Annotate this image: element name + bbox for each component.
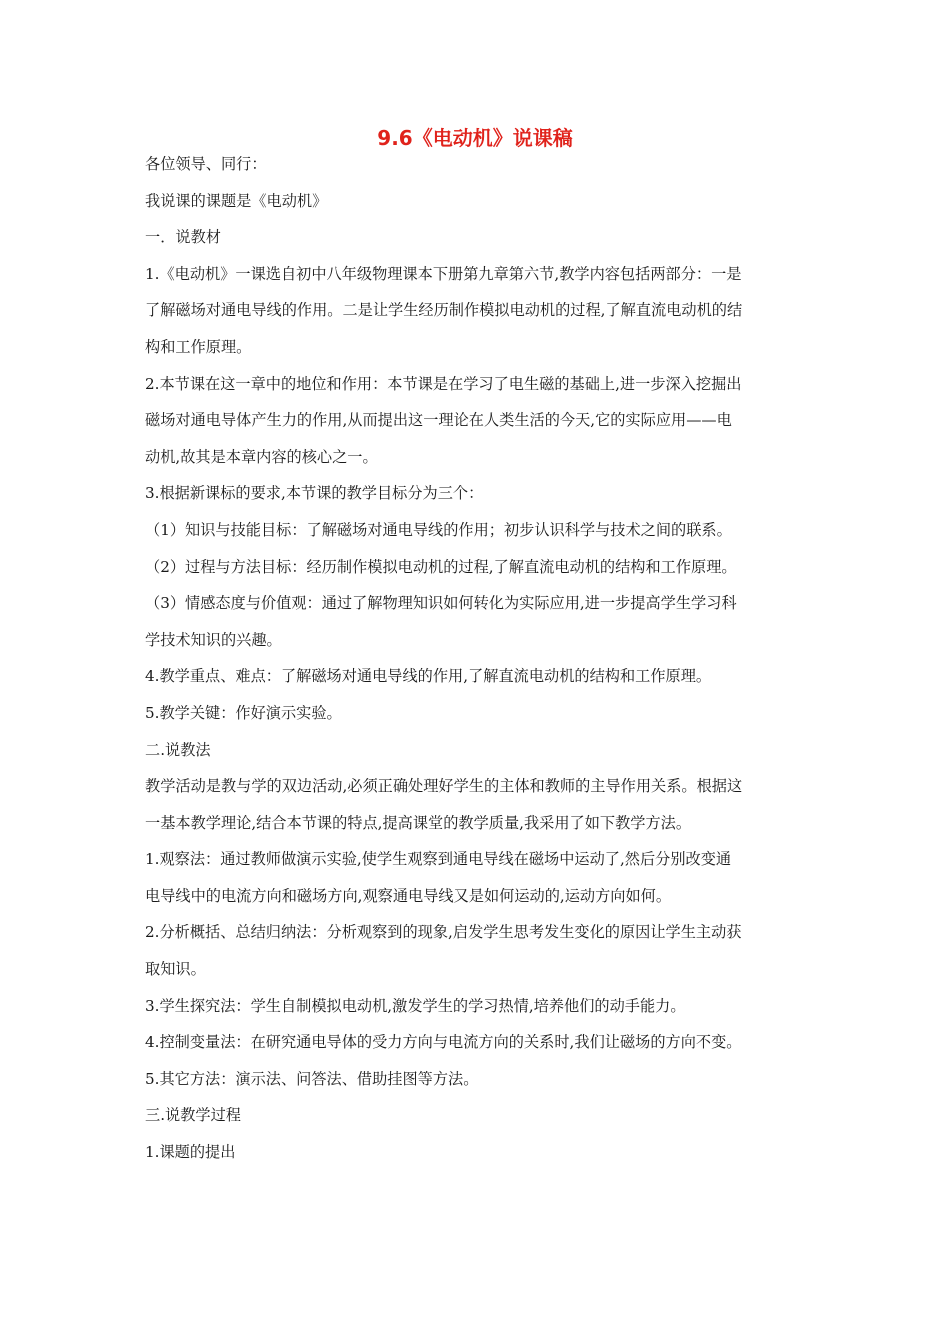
- section-heading: 一．说教材: [145, 228, 221, 247]
- text-line: 磁场对通电导体产生力的作用,从而提出这一理论在人类生活的今天,它的实际应用——电: [145, 411, 732, 430]
- text-line: 1.《电动机》一课选自初中八年级物理课本下册第九章第六节,教学内容包括两部分：一是: [145, 264, 742, 283]
- text-line: 动机,故其是本章内容的核心之一。: [145, 447, 378, 466]
- text-line: 4.控制变量法：在研究通电导体的受力方向与电流方向的关系时,我们让磁场的方向不变。: [145, 1033, 742, 1052]
- text-line: 一基本教学理论,结合本节课的特点,提高课堂的教学质量,我采用了如下教学方法。: [145, 813, 692, 832]
- text-line: 4.教学重点、难点：了解磁场对通电导线的作用,了解直流电动机的结构和工作原理。: [145, 667, 712, 686]
- text-line: 电导线中的电流方向和磁场方向,观察通电导线又是如何运动的,运动方向如何。: [145, 886, 672, 905]
- section-heading: 三.说教学过程: [145, 1106, 241, 1125]
- text-line: 学技术知识的兴趣。: [145, 630, 282, 649]
- text-line: 我说课的课题是《电动机》: [145, 191, 328, 210]
- text-line: 5.其它方法：演示法、问答法、借助挂图等方法。: [145, 1069, 479, 1088]
- text-line: 2.本节课在这一章中的地位和作用：本节课是在学习了电生磁的基础上,进一步深入挖掘出: [145, 374, 742, 393]
- text-line: 各位领导、同行：: [145, 155, 267, 173]
- text-line: 取知识。: [145, 960, 206, 979]
- text-line: （3）情感态度与价值观：通过了解物理知识如何转化为实际应用,进一步提高学生学习科: [145, 594, 737, 613]
- text-line: 5.教学关键：作好演示实验。: [145, 703, 342, 722]
- text-line: （1）知识与技能目标：了解磁场对通电导线的作用；初步认识科学与技术之间的联系。: [145, 520, 732, 539]
- text-line: 1.课题的提出: [145, 1143, 236, 1162]
- document-body: [145, 146, 807, 1171]
- section-heading: 二.说教法: [145, 740, 211, 759]
- document-title: 9.6《电动机》说课稿: [377, 126, 573, 150]
- text-line: 3.学生探究法：学生自制模拟电动机,激发学生的学习热情,培养他们的动手能力。: [145, 996, 686, 1015]
- text-line: 3.根据新课标的要求,本节课的教学目标分为三个：: [145, 484, 484, 503]
- text-line: 构和工作原理。: [145, 337, 252, 356]
- text-line: （2）过程与方法目标：经历制作模拟电动机的过程,了解直流电动机的结构和工作原理。: [145, 557, 737, 576]
- text-line: 了解磁场对通电导线的作用。二是让学生经历制作模拟电动机的过程,了解直流电动机的结: [145, 301, 743, 320]
- text-line: 2.分析概括、总结归纳法：分析观察到的现象,启发学生思考发生变化的原因让学生主动获: [145, 923, 742, 942]
- text-line: 1.观察法：通过教师做演示实验,使学生观察到通电导线在磁场中运动了,然后分别改变通: [145, 850, 732, 869]
- text-line: 教学活动是教与学的双边活动,必须正确处理好学生的主体和教师的主导作用关系。根据这: [145, 777, 743, 796]
